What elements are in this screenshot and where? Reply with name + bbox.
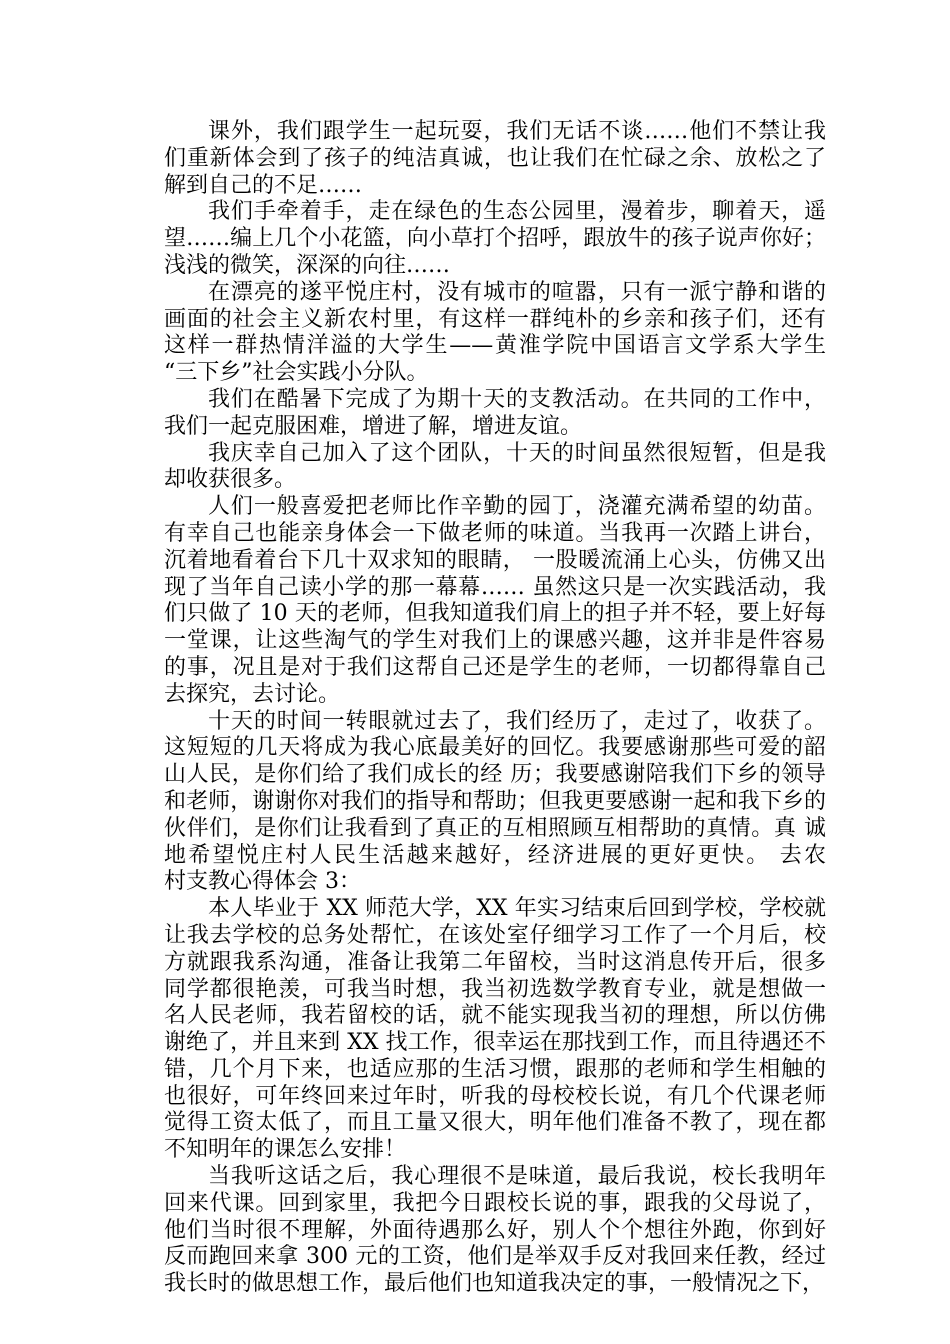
paragraph	[164, 896, 826, 1164]
text-line: 谢绝了，并且来到 XX 找工作，很幸运在那找到工作，而且待遇还不	[164, 1030, 826, 1056]
text-line: 也很好，可年终回来过年时，听我的母校校长说，有几个代课老师	[164, 1083, 826, 1109]
text-line: 在漂亮的遂平悦庄村，没有城市的喧嚣，只有一派宁静和谐的	[208, 279, 826, 305]
text-line: 这样一群热情洋溢的大学生——黄淮学院中国语言文学系大学生	[164, 333, 826, 359]
text-line: 去探究，去讨论。	[164, 681, 341, 707]
text-line: 让我去学校的总务处帮忙，在该处室仔细学习工作了一个月后，校	[164, 922, 826, 948]
paragraph	[164, 119, 826, 199]
text-line: 现了当年自己读小学的那一幕幕…… 虽然这只是一次实践活动，我	[164, 574, 826, 600]
text-line: 当我听这话之后，我心理很不是味道，最后我说，校长我明年	[208, 1164, 826, 1190]
text-line: 这短短的几天将成为我心底最美好的回忆。我要感谢那些可爱的韶	[164, 735, 826, 761]
text-line: 有幸自己也能亲身体会一下做老师的味道。当我再一次踏上讲台，	[164, 520, 826, 546]
text-line: “三下乡”社会实践小分队。	[164, 360, 429, 386]
paragraph	[164, 280, 826, 387]
paragraph	[164, 441, 826, 495]
text-line: 们只做了 10 天的老师，但我知道我们肩上的担子并不轻，要上好每	[164, 601, 826, 627]
text-line: 我长时的做思想工作，最后他们也知道我决定的事，一般情况之下，	[164, 1271, 825, 1297]
paragraph	[164, 387, 826, 441]
text-line: 和老师，谢谢你对我们的指导和帮助；但我更要感谢一起和我下乡的	[164, 788, 826, 814]
text-line: 伙伴们，是你们让我看到了真正的互相照顾互相帮助的真情。真 诚	[164, 815, 826, 841]
text-line: 不知明年的课怎么安排！	[164, 1137, 407, 1163]
text-line: 方就跟我系沟通，准备让我第二年留校，当时这消息传开后，很多	[164, 949, 826, 975]
text-line: 村支教心得体会 3：	[164, 869, 361, 895]
body-text	[164, 119, 826, 1298]
text-line: 反而跑回来拿 300 元的工资，他们是举双手反对我回来任教，经过	[164, 1244, 826, 1270]
text-line: 回来代课。回到家里，我把今日跟校长说的事，跟我的父母说了，	[164, 1190, 826, 1216]
text-line: 人们一般喜爱把老师比作辛勤的园丁，浇灌充满希望的幼苗。	[208, 494, 826, 520]
text-line: 沉着地看着台下几十双求知的眼睛， 一股暖流涌上心头，仿佛又出	[164, 547, 826, 573]
text-line: 一堂课，让这些淘气的学生对我们上的课感兴趣，这并非是件容易	[164, 628, 826, 654]
text-line: 的事，况且是对于我们这帮自己还是学生的老师，一切都得靠自己	[164, 654, 826, 680]
text-line: 十天的时间一转眼就过去了，我们经历了，走过了，收获了。	[208, 708, 826, 734]
text-line: 解到自己的不足……	[164, 172, 363, 198]
text-line: 们重新体会到了孩子的纯洁真诚，也让我们在忙碌之余、放松之了	[164, 145, 826, 171]
text-line: 错，几个月下来，也适应那的生活习惯，跟那的老师和学生相触的	[164, 1056, 826, 1082]
text-line: 本人毕业于 XX 师范大学，XX 年实习结束后回到学校，学校就	[208, 896, 826, 922]
text-line: 望……编上几个小花篮，向小草打个招呼，跟放牛的孩子说声你好；	[164, 226, 826, 252]
text-line: 地希望悦庄村人民生活越来越好，经济进展的更好更快。 去农	[164, 842, 826, 868]
text-line: 我们在酷暑下完成了为期十天的支教活动。在共同的工作中，	[208, 386, 826, 412]
text-line: 我庆幸自己加入了这个团队，十天的时间虽然很短暂，但是我	[208, 440, 826, 466]
text-line: 同学都很艳羡，可我当时想，我当初选数学教育专业，就是想做一	[164, 976, 826, 1002]
text-line: 我们一起克服困难，增进了解，增进友谊。	[164, 413, 583, 439]
text-line: 山人民，是你们给了我们成长的经 历；我要感谢陪我们下乡的领导	[164, 762, 826, 788]
paragraph	[164, 1164, 826, 1298]
text-line: 画面的社会主义新农村里，有这样一群纯朴的乡亲和孩子们，还有	[164, 306, 826, 332]
text-line: 课外，我们跟学生一起玩耍，我们无话不谈……他们不禁让我	[208, 119, 826, 144]
text-line: 他们当时很不理解，外面待遇那么好，别人个个想往外跑，你到好	[164, 1217, 826, 1243]
text-line: 我们手牵着手，走在绿色的生态公园里，漫着步，聊着天，遥	[208, 199, 826, 225]
text-line: 浅浅的微笑，深深的向往……	[164, 252, 451, 278]
text-line: 名人民老师，我若留校的话，就不能实现我当初的理想，所以仿佛	[164, 1003, 826, 1029]
text-line: 觉得工资太低了，而且工量又很大，明年他们准备不教了，现在都	[164, 1110, 826, 1136]
paragraph	[164, 494, 826, 708]
text-line: 却收获很多。	[164, 467, 297, 493]
paragraph	[164, 199, 826, 279]
paragraph	[164, 709, 826, 897]
